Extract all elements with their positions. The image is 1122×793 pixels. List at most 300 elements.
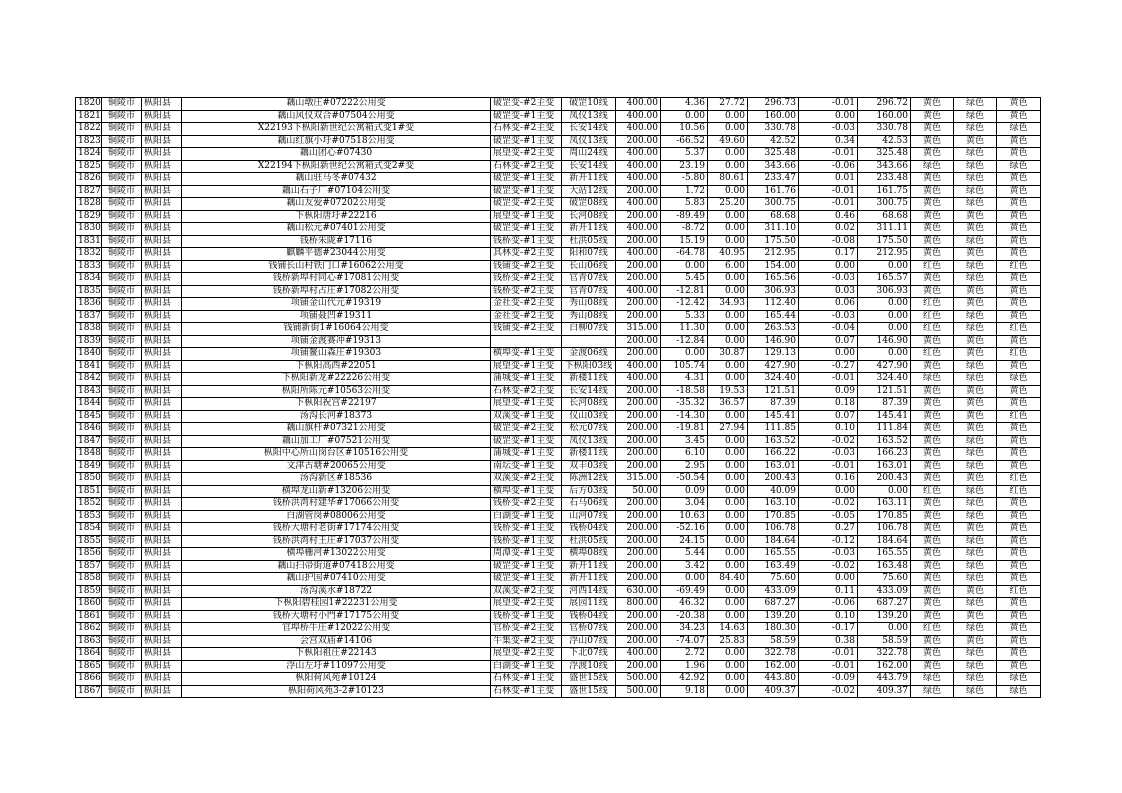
cell-value-a: 0.00 <box>661 573 708 586</box>
cell-status-2: 绿色 <box>954 110 997 123</box>
cell-value-a: 34.23 <box>661 623 708 636</box>
cell-value-d: -0.01 <box>799 185 858 198</box>
cell-value-c: 165.56 <box>748 273 799 286</box>
cell-city: 铜陵市 <box>102 373 142 386</box>
cell-county: 枞阳县 <box>142 660 182 673</box>
cell-value-a: -20.38 <box>661 610 708 623</box>
cell-value-b: 0.00 <box>708 548 748 561</box>
cell-county: 枞阳县 <box>142 210 182 223</box>
cell-substation-main-transformer: 钱桥变-#2主变 <box>491 285 562 298</box>
cell-feeder-line: 新开11线 <box>562 560 616 573</box>
cell-status-1: 黄色 <box>911 285 954 298</box>
cell-rated-capacity: 400.00 <box>616 360 661 373</box>
cell-county: 枞阳县 <box>142 498 182 511</box>
cell-row-index: 1858 <box>76 573 102 586</box>
cell-value-d: 0.18 <box>799 398 858 411</box>
cell-status-3: 黄色 <box>997 98 1041 111</box>
cell-transformer-name: 横埠龙山新#13206公用变 <box>182 485 491 498</box>
cell-status-2: 绿色 <box>954 273 997 286</box>
cell-value-b: 80.61 <box>708 173 748 186</box>
cell-feeder-line: 盛世15线 <box>562 685 616 698</box>
cell-rated-capacity: 315.00 <box>616 473 661 486</box>
cell-status-2: 绿色 <box>954 660 997 673</box>
cell-value-c: 296.73 <box>748 98 799 111</box>
cell-feeder-line: 破罡08线 <box>562 198 616 211</box>
cell-transformer-name: 下枞阳祝宫#22197 <box>182 398 491 411</box>
cell-value-c: 40.09 <box>748 485 799 498</box>
table-row <box>76 448 1041 461</box>
cell-feeder-line: 新楼11线 <box>562 373 616 386</box>
cell-status-1: 绿色 <box>911 673 954 686</box>
cell-county: 枞阳县 <box>142 148 182 161</box>
cell-row-index: 1821 <box>76 110 102 123</box>
cell-status-2: 黄色 <box>954 385 997 398</box>
cell-status-2: 黄色 <box>954 285 997 298</box>
cell-substation-main-transformer: 破罡变-#1主变 <box>491 573 562 586</box>
cell-rated-capacity: 200.00 <box>616 385 661 398</box>
cell-feeder-line: 河西14线 <box>562 585 616 598</box>
cell-value-d: 0.34 <box>799 135 858 148</box>
cell-substation-main-transformer: 破罡变-#1主变 <box>491 435 562 448</box>
cell-feeder-line: 盛世15线 <box>562 673 616 686</box>
table-row <box>76 285 1041 298</box>
cell-value-e: 121.51 <box>858 385 911 398</box>
cell-value-c: 300.75 <box>748 198 799 211</box>
cell-row-index: 1867 <box>76 685 102 698</box>
cell-value-e: 146.90 <box>858 335 911 348</box>
cell-value-b: 36.57 <box>708 398 748 411</box>
cell-value-d: -0.01 <box>799 148 858 161</box>
cell-row-index: 1859 <box>76 585 102 598</box>
cell-status-1: 黄色 <box>911 148 954 161</box>
cell-value-b: 0.00 <box>708 210 748 223</box>
cell-value-a: 0.00 <box>661 260 708 273</box>
cell-status-3: 黄色 <box>997 223 1041 236</box>
table-row <box>76 273 1041 286</box>
table-row <box>76 473 1041 486</box>
cell-value-a: -18.58 <box>661 385 708 398</box>
cell-transformer-name: 项铺金渡赛冲#19313 <box>182 335 491 348</box>
cell-transformer-name: 项铺聂凹#19311 <box>182 310 491 323</box>
cell-status-1: 黄色 <box>911 110 954 123</box>
cell-value-a: 10.56 <box>661 123 708 136</box>
table-row <box>76 373 1041 386</box>
cell-county: 枞阳县 <box>142 285 182 298</box>
cell-status-2: 黄色 <box>954 223 997 236</box>
cell-row-index: 1831 <box>76 235 102 248</box>
cell-status-3: 黄色 <box>997 573 1041 586</box>
cell-value-b: 0.00 <box>708 323 748 336</box>
cell-rated-capacity: 200.00 <box>616 310 661 323</box>
cell-substation-main-transformer: 双溪变-#2主变 <box>491 585 562 598</box>
cell-city: 铜陵市 <box>102 685 142 698</box>
cell-status-3: 黄色 <box>997 460 1041 473</box>
cell-rated-capacity: 200.00 <box>616 635 661 648</box>
cell-status-2: 绿色 <box>954 548 997 561</box>
cell-status-1: 黄色 <box>911 635 954 648</box>
cell-transformer-name: 下枞阳祖庄#22143 <box>182 648 491 661</box>
cell-value-a: 42.92 <box>661 673 708 686</box>
cell-value-d: -0.01 <box>799 98 858 111</box>
cell-substation-main-transformer: 钱铺变-#2主变 <box>491 260 562 273</box>
cell-status-2: 黄色 <box>954 348 997 361</box>
cell-feeder-line: 杜洪05线 <box>562 235 616 248</box>
cell-rated-capacity: 200.00 <box>616 185 661 198</box>
cell-value-b: 0.00 <box>708 560 748 573</box>
cell-value-b: 0.00 <box>708 460 748 473</box>
cell-feeder-line: 横埠08线 <box>562 548 616 561</box>
cell-status-1: 红色 <box>911 310 954 323</box>
cell-value-b: 34.93 <box>708 298 748 311</box>
cell-substation-main-transformer: 展望变-#2主变 <box>491 598 562 611</box>
cell-value-e: 145.41 <box>858 410 911 423</box>
cell-value-a: 6.10 <box>661 448 708 461</box>
cell-value-e: 0.00 <box>858 298 911 311</box>
cell-value-d: 0.46 <box>799 210 858 223</box>
cell-value-c: 163.01 <box>748 460 799 473</box>
cell-transformer-name: 汤沟长河#18373 <box>182 410 491 423</box>
cell-row-index: 1850 <box>76 473 102 486</box>
cell-value-e: 0.00 <box>858 348 911 361</box>
cell-value-b: 27.94 <box>708 423 748 436</box>
cell-substation-main-transformer: 蒲城变-#1主变 <box>491 373 562 386</box>
cell-value-b: 0.00 <box>708 310 748 323</box>
cell-rated-capacity: 200.00 <box>616 435 661 448</box>
cell-status-1: 黄色 <box>911 660 954 673</box>
cell-county: 枞阳县 <box>142 123 182 136</box>
cell-county: 枞阳县 <box>142 98 182 111</box>
cell-transformer-name: 下枞阳新龙#22226公用变 <box>182 373 491 386</box>
cell-status-1: 黄色 <box>911 410 954 423</box>
table-row <box>76 360 1041 373</box>
table-row <box>76 685 1041 698</box>
cell-row-index: 1826 <box>76 173 102 186</box>
cell-city: 铜陵市 <box>102 498 142 511</box>
cell-row-index: 1836 <box>76 298 102 311</box>
table-row <box>76 410 1041 423</box>
cell-county: 枞阳县 <box>142 685 182 698</box>
cell-value-d: -0.06 <box>799 160 858 173</box>
cell-rated-capacity: 200.00 <box>616 573 661 586</box>
cell-value-b: 0.00 <box>708 610 748 623</box>
cell-city: 铜陵市 <box>102 560 142 573</box>
cell-value-e: 68.68 <box>858 210 911 223</box>
cell-substation-main-transformer: 其林变-#2主变 <box>491 248 562 261</box>
cell-value-c: 112.40 <box>748 298 799 311</box>
table-row <box>76 423 1041 436</box>
cell-city: 铜陵市 <box>102 385 142 398</box>
cell-row-index: 1864 <box>76 648 102 661</box>
cell-substation-main-transformer: 钱桥变-#1主变 <box>491 535 562 548</box>
cell-transformer-name: 项铺金山代元#19319 <box>182 298 491 311</box>
table-row <box>76 673 1041 686</box>
table-row <box>76 223 1041 236</box>
cell-status-3: 黄色 <box>997 423 1041 436</box>
cell-city: 铜陵市 <box>102 473 142 486</box>
cell-value-c: 212.95 <box>748 248 799 261</box>
cell-value-b: 0.00 <box>708 598 748 611</box>
cell-status-1: 黄色 <box>911 460 954 473</box>
cell-row-index: 1837 <box>76 310 102 323</box>
cell-rated-capacity: 200.00 <box>616 298 661 311</box>
cell-feeder-line: 官青07线 <box>562 285 616 298</box>
cell-status-2: 绿色 <box>954 598 997 611</box>
cell-value-c: 139.20 <box>748 610 799 623</box>
cell-city: 铜陵市 <box>102 160 142 173</box>
cell-value-d: 0.06 <box>799 298 858 311</box>
cell-feeder-line: 秀山08线 <box>562 310 616 323</box>
cell-county: 枞阳县 <box>142 385 182 398</box>
cell-status-3: 黄色 <box>997 135 1041 148</box>
cell-status-3: 黄色 <box>997 498 1041 511</box>
cell-value-e: 330.78 <box>858 123 911 136</box>
cell-rated-capacity: 400.00 <box>616 148 661 161</box>
cell-value-d: -0.01 <box>799 648 858 661</box>
cell-city: 铜陵市 <box>102 485 142 498</box>
cell-transformer-name: 藕山驻马冬#07432 <box>182 173 491 186</box>
cell-feeder-line: 后方03线 <box>562 485 616 498</box>
cell-value-e: 139.20 <box>858 610 911 623</box>
cell-row-index: 1857 <box>76 560 102 573</box>
cell-substation-main-transformer: 钱铺变-#2主变 <box>491 323 562 336</box>
cell-value-b: 6.00 <box>708 260 748 273</box>
cell-city: 铜陵市 <box>102 435 142 448</box>
table-row <box>76 98 1041 111</box>
cell-value-d: 0.16 <box>799 473 858 486</box>
cell-value-d: 0.17 <box>799 248 858 261</box>
cell-county: 枞阳县 <box>142 648 182 661</box>
table-row <box>76 398 1041 411</box>
cell-feeder-line: 凤仪13线 <box>562 135 616 148</box>
cell-value-a: 9.18 <box>661 685 708 698</box>
cell-value-b: 0.00 <box>708 160 748 173</box>
cell-status-1: 黄色 <box>911 523 954 536</box>
cell-city: 铜陵市 <box>102 110 142 123</box>
cell-transformer-name: 会宫双庙#14106 <box>182 635 491 648</box>
cell-transformer-name: 汤沟溪水#18722 <box>182 585 491 598</box>
cell-rated-capacity: 200.00 <box>616 260 661 273</box>
cell-status-2: 绿色 <box>954 535 997 548</box>
cell-row-index: 1865 <box>76 660 102 673</box>
cell-city: 铜陵市 <box>102 398 142 411</box>
cell-value-c: 68.68 <box>748 210 799 223</box>
cell-value-d: 0.07 <box>799 410 858 423</box>
cell-transformer-name: 浮山左圩#11097公用变 <box>182 660 491 673</box>
cell-transformer-name: 藕山风仪双合#07504公用变 <box>182 110 491 123</box>
cell-status-2: 绿色 <box>954 573 997 586</box>
cell-value-d: 0.00 <box>799 260 858 273</box>
cell-substation-main-transformer: 双溪变-#2主变 <box>491 473 562 486</box>
cell-county: 枞阳县 <box>142 173 182 186</box>
cell-status-2: 绿色 <box>954 673 997 686</box>
cell-transformer-name: 文津古塘#20065公用变 <box>182 460 491 473</box>
cell-rated-capacity: 800.00 <box>616 598 661 611</box>
cell-city: 铜陵市 <box>102 323 142 336</box>
cell-value-c: 330.78 <box>748 123 799 136</box>
cell-status-1: 红色 <box>911 323 954 336</box>
cell-row-index: 1851 <box>76 485 102 498</box>
cell-county: 枞阳县 <box>142 585 182 598</box>
cell-rated-capacity: 200.00 <box>616 498 661 511</box>
cell-value-e: 322.78 <box>858 648 911 661</box>
table-row <box>76 348 1041 361</box>
cell-row-index: 1841 <box>76 360 102 373</box>
cell-county: 枞阳县 <box>142 323 182 336</box>
cell-city: 铜陵市 <box>102 173 142 186</box>
cell-substation-main-transformer: 破罡变-#1主变 <box>491 173 562 186</box>
cell-feeder-line: 长河08线 <box>562 210 616 223</box>
cell-status-3: 红色 <box>997 323 1041 336</box>
cell-value-c: 42.52 <box>748 135 799 148</box>
cell-status-3: 黄色 <box>997 523 1041 536</box>
cell-value-d: -0.17 <box>799 623 858 636</box>
table-row <box>76 485 1041 498</box>
cell-value-b: 0.00 <box>708 273 748 286</box>
cell-value-e: 427.90 <box>858 360 911 373</box>
cell-status-3: 红色 <box>997 410 1041 423</box>
cell-status-1: 绿色 <box>911 373 954 386</box>
cell-transformer-name: 枞阳中心所山岗台区#10516公用变 <box>182 448 491 461</box>
cell-city: 铜陵市 <box>102 148 142 161</box>
cell-row-index: 1862 <box>76 623 102 636</box>
cell-value-c: 687.27 <box>748 598 799 611</box>
cell-value-e: 162.00 <box>858 660 911 673</box>
cell-city: 铜陵市 <box>102 348 142 361</box>
cell-row-index: 1824 <box>76 148 102 161</box>
cell-value-c: 161.76 <box>748 185 799 198</box>
cell-status-1: 黄色 <box>911 273 954 286</box>
cell-value-c: 325.48 <box>748 148 799 161</box>
cell-value-a: 15.19 <box>661 235 708 248</box>
cell-status-1: 黄色 <box>911 185 954 198</box>
cell-transformer-name: 藕山松元#07401公用变 <box>182 223 491 236</box>
table-row <box>76 535 1041 548</box>
cell-status-3: 绿色 <box>997 685 1041 698</box>
cell-row-index: 1838 <box>76 323 102 336</box>
table-row <box>76 198 1041 211</box>
cell-row-index: 1846 <box>76 423 102 436</box>
cell-status-3: 黄色 <box>997 660 1041 673</box>
cell-status-3: 黄色 <box>997 648 1041 661</box>
cell-value-e: 111.84 <box>858 423 911 436</box>
cell-value-a: -8.72 <box>661 223 708 236</box>
cell-city: 铜陵市 <box>102 123 142 136</box>
cell-substation-main-transformer: 破罡变-#1主变 <box>491 223 562 236</box>
cell-row-index: 1835 <box>76 285 102 298</box>
cell-feeder-line: 杜洪05线 <box>562 535 616 548</box>
cell-status-3: 黄色 <box>997 310 1041 323</box>
cell-value-a: -12.81 <box>661 285 708 298</box>
cell-value-e: 409.37 <box>858 685 911 698</box>
cell-status-3: 绿色 <box>997 373 1041 386</box>
cell-transformer-name: 项铺鳌山森庄#19303 <box>182 348 491 361</box>
cell-rated-capacity: 400.00 <box>616 123 661 136</box>
table-row <box>76 185 1041 198</box>
cell-transformer-name: 藕山墩庄#07222公用变 <box>182 98 491 111</box>
cell-value-e: 163.11 <box>858 498 911 511</box>
cell-transformer-name: 藕山石子厂#07104公用变 <box>182 185 491 198</box>
cell-status-3: 绿色 <box>997 673 1041 686</box>
cell-value-e: 165.57 <box>858 273 911 286</box>
cell-value-e: 163.01 <box>858 460 911 473</box>
table-row <box>76 310 1041 323</box>
cell-rated-capacity: 400.00 <box>616 373 661 386</box>
cell-county: 枞阳县 <box>142 598 182 611</box>
cell-value-b: 0.00 <box>708 510 748 523</box>
cell-value-e: 87.39 <box>858 398 911 411</box>
cell-value-a: -19.81 <box>661 423 708 436</box>
cell-row-index: 1844 <box>76 398 102 411</box>
cell-substation-main-transformer: 牛集变-#2主变 <box>491 635 562 648</box>
cell-value-c: 87.39 <box>748 398 799 411</box>
cell-value-d: -0.02 <box>799 685 858 698</box>
cell-feeder-line: 仪山03线 <box>562 410 616 423</box>
cell-value-e: 306.93 <box>858 285 911 298</box>
cell-rated-capacity: 50.00 <box>616 485 661 498</box>
cell-city: 铜陵市 <box>102 210 142 223</box>
cell-status-1: 黄色 <box>911 610 954 623</box>
cell-county: 枞阳县 <box>142 623 182 636</box>
table-row <box>76 460 1041 473</box>
table-row <box>76 498 1041 511</box>
cell-substation-main-transformer: 破罡变-#1主变 <box>491 135 562 148</box>
cell-transformer-name: 下枞阳高西#22051 <box>182 360 491 373</box>
table-body <box>76 98 1041 698</box>
cell-substation-main-transformer: 石林变-#2主变 <box>491 160 562 173</box>
cell-row-index: 1820 <box>76 98 102 111</box>
cell-city: 铜陵市 <box>102 635 142 648</box>
table-row <box>76 298 1041 311</box>
cell-transformer-name: 藕山加工厂#07521公用变 <box>182 435 491 448</box>
cell-substation-main-transformer: 破罡变-#1主变 <box>491 560 562 573</box>
cell-rated-capacity: 400.00 <box>616 285 661 298</box>
cell-transformer-name: 藕山扫帚街道#07418公用变 <box>182 560 491 573</box>
cell-feeder-line: 浮山07线 <box>562 635 616 648</box>
cell-transformer-name: 钱桥新埠村同心#17081公用变 <box>182 273 491 286</box>
cell-status-1: 黄色 <box>911 448 954 461</box>
cell-value-b: 49.60 <box>708 135 748 148</box>
cell-status-1: 黄色 <box>911 98 954 111</box>
cell-rated-capacity: 200.00 <box>616 235 661 248</box>
cell-city: 铜陵市 <box>102 310 142 323</box>
cell-value-e: 233.48 <box>858 173 911 186</box>
document-page <box>75 97 1041 698</box>
cell-status-1: 黄色 <box>911 360 954 373</box>
cell-value-b: 25.20 <box>708 198 748 211</box>
table-row <box>76 160 1041 173</box>
cell-feeder-line: 松元07线 <box>562 423 616 436</box>
cell-status-1: 黄色 <box>911 535 954 548</box>
cell-rated-capacity: 200.00 <box>616 423 661 436</box>
cell-value-a: 5.44 <box>661 548 708 561</box>
cell-city: 铜陵市 <box>102 298 142 311</box>
cell-row-index: 1834 <box>76 273 102 286</box>
cell-value-d: -0.02 <box>799 435 858 448</box>
cell-value-b: 0.00 <box>708 285 748 298</box>
cell-feeder-line <box>562 335 616 348</box>
cell-value-d: -0.06 <box>799 598 858 611</box>
cell-status-1: 黄色 <box>911 135 954 148</box>
cell-value-a: 2.95 <box>661 460 708 473</box>
cell-value-b: 0.00 <box>708 110 748 123</box>
table-row <box>76 235 1041 248</box>
cell-feeder-line: 展园11线 <box>562 598 616 611</box>
cell-value-e: 0.00 <box>858 485 911 498</box>
cell-row-index: 1828 <box>76 198 102 211</box>
cell-status-1: 黄色 <box>911 598 954 611</box>
cell-county: 枞阳县 <box>142 273 182 286</box>
cell-city: 铜陵市 <box>102 448 142 461</box>
